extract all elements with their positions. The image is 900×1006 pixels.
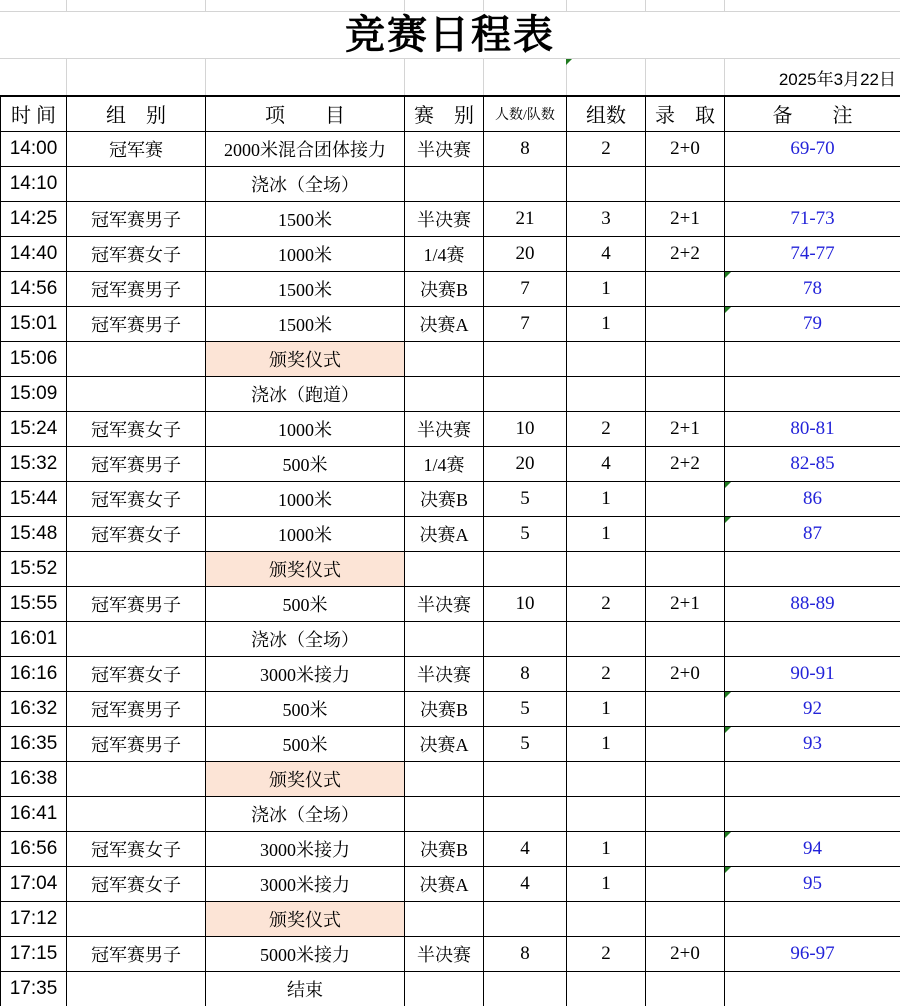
count-cell[interactable] — [484, 621, 567, 656]
note-value: 74-77 — [790, 242, 835, 264]
column-gridline — [645, 59, 646, 95]
groups-cell[interactable] — [567, 166, 646, 201]
schedule-row — [1, 796, 900, 831]
note-cell[interactable] — [725, 726, 900, 761]
groups-cell[interactable]: 2 — [567, 936, 646, 971]
error-triangle-icon — [725, 727, 731, 733]
qualify-cell[interactable]: 2+0 — [646, 936, 725, 971]
event-cell[interactable]: 1000米 — [206, 236, 405, 271]
time-cell[interactable]: 14:10 — [1, 166, 67, 201]
count-cell[interactable] — [484, 796, 567, 831]
note-cell[interactable] — [725, 201, 900, 236]
race-cell[interactable]: 半决赛 — [405, 411, 484, 446]
group-cell[interactable] — [67, 166, 206, 201]
schedule-row — [1, 936, 900, 971]
column-gridline — [724, 59, 725, 95]
qualify-cell[interactable]: 2+1 — [646, 586, 725, 621]
header-qualify[interactable]: 录 取 — [646, 96, 725, 131]
race-cell[interactable] — [405, 376, 484, 411]
qualify-cell[interactable] — [646, 166, 725, 201]
qualify-cell[interactable] — [646, 726, 725, 761]
time-cell[interactable]: 17:15 — [1, 936, 67, 971]
group-cell[interactable]: 冠军赛男子 — [67, 726, 206, 761]
qualify-cell[interactable] — [646, 376, 725, 411]
event-cell[interactable]: 颁奖仪式 — [206, 901, 405, 936]
time-cell[interactable]: 15:09 — [1, 376, 67, 411]
groups-cell[interactable]: 4 — [567, 236, 646, 271]
group-cell[interactable]: 冠军赛男子 — [67, 691, 206, 726]
schedule-row — [1, 761, 900, 796]
date-row — [0, 58, 900, 95]
event-cell[interactable]: 结束 — [206, 971, 405, 1006]
qualify-cell[interactable] — [646, 551, 725, 586]
note-value: 96-97 — [790, 942, 835, 964]
event-cell[interactable]: 3000米接力 — [206, 831, 405, 866]
note-cell[interactable] — [725, 516, 900, 551]
count-cell[interactable] — [484, 551, 567, 586]
schedule-row — [1, 901, 900, 936]
qualify-cell[interactable] — [646, 516, 725, 551]
error-triangle-icon — [725, 692, 731, 698]
time-cell[interactable]: 16:41 — [1, 796, 67, 831]
group-cell[interactable] — [67, 796, 206, 831]
qualify-cell[interactable] — [646, 306, 725, 341]
schedule-row — [1, 551, 900, 586]
schedule-row — [1, 831, 900, 866]
event-cell[interactable]: 500米 — [206, 446, 405, 481]
count-cell[interactable]: 8 — [484, 936, 567, 971]
group-cell[interactable] — [67, 901, 206, 936]
group-cell[interactable]: 冠军赛男子 — [67, 201, 206, 236]
race-cell[interactable]: 决赛B — [405, 271, 484, 306]
qualify-cell[interactable]: 2+1 — [646, 201, 725, 236]
groups-cell[interactable] — [567, 621, 646, 656]
group-cell[interactable]: 冠军赛女子 — [67, 831, 206, 866]
schedule-row — [1, 166, 900, 201]
event-cell[interactable]: 1000米 — [206, 481, 405, 516]
note-value: 88-89 — [790, 592, 835, 614]
count-cell[interactable]: 20 — [484, 236, 567, 271]
error-triangle-icon — [566, 59, 572, 65]
groups-cell[interactable]: 1 — [567, 306, 646, 341]
note-cell[interactable] — [725, 446, 900, 481]
schedule-row — [1, 516, 900, 551]
group-cell[interactable]: 冠军赛女子 — [67, 866, 206, 901]
time-cell[interactable]: 16:01 — [1, 621, 67, 656]
race-cell[interactable]: 决赛A — [405, 306, 484, 341]
note-cell[interactable] — [725, 971, 900, 1006]
event-cell[interactable]: 2000米混合团体接力 — [206, 131, 405, 166]
note-cell[interactable] — [725, 306, 900, 341]
qualify-cell[interactable] — [646, 691, 725, 726]
header-count[interactable]: 人数/队数 — [484, 96, 567, 131]
group-cell[interactable] — [67, 551, 206, 586]
group-cell[interactable] — [67, 621, 206, 656]
race-cell[interactable] — [405, 166, 484, 201]
schedule-row — [1, 306, 900, 341]
note-cell[interactable] — [725, 481, 900, 516]
event-cell[interactable]: 1000米 — [206, 516, 405, 551]
error-triangle-icon — [725, 482, 731, 488]
groups-cell[interactable]: 2 — [567, 411, 646, 446]
schedule-row — [1, 271, 900, 306]
header-note[interactable]: 备 注 — [725, 96, 900, 131]
time-cell[interactable]: 17:12 — [1, 901, 67, 936]
count-cell[interactable]: 20 — [484, 446, 567, 481]
note-cell[interactable] — [725, 166, 900, 201]
group-cell[interactable]: 冠军赛男子 — [67, 446, 206, 481]
count-cell[interactable]: 7 — [484, 306, 567, 341]
schedule-row — [1, 656, 900, 691]
error-triangle-icon — [725, 307, 731, 313]
groups-cell[interactable]: 1 — [567, 481, 646, 516]
race-cell[interactable]: 决赛A — [405, 516, 484, 551]
schedule-row — [1, 131, 900, 166]
count-cell[interactable]: 21 — [484, 201, 567, 236]
race-cell[interactable] — [405, 901, 484, 936]
group-cell[interactable]: 冠军赛男子 — [67, 306, 206, 341]
group-cell[interactable] — [67, 761, 206, 796]
note-cell[interactable] — [725, 936, 900, 971]
header-groups[interactable]: 组数 — [567, 96, 646, 131]
event-cell[interactable]: 颁奖仪式 — [206, 551, 405, 586]
count-cell[interactable]: 4 — [484, 866, 567, 901]
event-cell[interactable]: 500米 — [206, 691, 405, 726]
count-cell[interactable]: 8 — [484, 656, 567, 691]
note-cell[interactable] — [725, 691, 900, 726]
group-cell[interactable]: 冠军赛女子 — [67, 516, 206, 551]
qualify-cell[interactable] — [646, 341, 725, 376]
group-cell[interactable]: 冠军赛女子 — [67, 481, 206, 516]
note-cell[interactable] — [725, 271, 900, 306]
note-value: 78 — [803, 277, 822, 299]
time-cell[interactable]: 16:38 — [1, 761, 67, 796]
column-gridline — [483, 59, 484, 95]
schedule-row — [1, 866, 900, 901]
note-cell[interactable] — [725, 236, 900, 271]
race-cell[interactable]: 半决赛 — [405, 656, 484, 691]
qualify-cell[interactable] — [646, 481, 725, 516]
groups-cell[interactable]: 3 — [567, 201, 646, 236]
event-cell[interactable]: 1500米 — [206, 271, 405, 306]
group-cell[interactable] — [67, 341, 206, 376]
time-cell[interactable]: 15:32 — [1, 446, 67, 481]
count-cell[interactable] — [484, 341, 567, 376]
time-cell[interactable]: 15:52 — [1, 551, 67, 586]
event-cell[interactable]: 1500米 — [206, 201, 405, 236]
qualify-cell[interactable] — [646, 971, 725, 1006]
event-cell[interactable]: 3000米接力 — [206, 656, 405, 691]
race-cell[interactable]: 决赛B — [405, 831, 484, 866]
group-cell[interactable] — [67, 971, 206, 1006]
qualify-cell[interactable] — [646, 621, 725, 656]
groups-cell[interactable]: 2 — [567, 656, 646, 691]
note-value: 93 — [803, 732, 822, 754]
count-cell[interactable]: 5 — [484, 691, 567, 726]
qualify-cell[interactable] — [646, 831, 725, 866]
header-group[interactable]: 组 别 — [67, 96, 206, 131]
note-cell[interactable] — [725, 901, 900, 936]
schedule-row — [1, 411, 900, 446]
time-cell[interactable]: 15:24 — [1, 411, 67, 446]
page-title: 竞赛日程表 — [345, 13, 555, 57]
column-gridline — [566, 0, 567, 11]
time-cell[interactable]: 14:40 — [1, 236, 67, 271]
time-cell[interactable]: 15:01 — [1, 306, 67, 341]
note-cell[interactable] — [725, 341, 900, 376]
note-cell[interactable] — [725, 656, 900, 691]
qualify-cell[interactable]: 2+2 — [646, 236, 725, 271]
time-cell[interactable]: 16:56 — [1, 831, 67, 866]
qualify-cell[interactable]: 2+1 — [646, 411, 725, 446]
note-cell[interactable] — [725, 866, 900, 901]
note-value: 94 — [803, 837, 822, 859]
time-cell[interactable]: 16:16 — [1, 656, 67, 691]
qualify-cell[interactable]: 2+0 — [646, 656, 725, 691]
time-cell[interactable]: 15:48 — [1, 516, 67, 551]
race-cell[interactable] — [405, 621, 484, 656]
column-gridline — [724, 0, 725, 11]
column-gridline — [404, 0, 405, 11]
note-value: 71-73 — [790, 207, 835, 229]
qualify-cell[interactable] — [646, 796, 725, 831]
race-cell[interactable] — [405, 551, 484, 586]
note-value: 80-81 — [790, 417, 835, 439]
groups-cell[interactable]: 2 — [567, 131, 646, 166]
note-value: 69-70 — [790, 137, 835, 159]
event-cell[interactable]: 颁奖仪式 — [206, 761, 405, 796]
column-gridline — [483, 0, 484, 11]
time-cell[interactable]: 17:35 — [1, 971, 67, 1006]
event-cell[interactable]: 浇冰（全场） — [206, 796, 405, 831]
count-cell[interactable]: 5 — [484, 481, 567, 516]
note-cell[interactable] — [725, 551, 900, 586]
race-cell[interactable]: 半决赛 — [405, 586, 484, 621]
group-cell[interactable]: 冠军赛女子 — [67, 656, 206, 691]
race-cell[interactable] — [405, 761, 484, 796]
race-cell[interactable] — [405, 341, 484, 376]
groups-cell[interactable]: 4 — [567, 446, 646, 481]
note-cell[interactable] — [725, 796, 900, 831]
schedule-row — [1, 341, 900, 376]
count-cell[interactable]: 5 — [484, 516, 567, 551]
header-row — [1, 96, 900, 131]
event-cell[interactable]: 浇冰（全场） — [206, 621, 405, 656]
schedule-row — [1, 201, 900, 236]
note-cell[interactable] — [725, 586, 900, 621]
schedule-row — [1, 446, 900, 481]
header-race[interactable]: 赛 别 — [405, 96, 484, 131]
event-cell[interactable]: 5000米接力 — [206, 936, 405, 971]
note-value: 90-91 — [790, 662, 835, 684]
schedule-row — [1, 971, 900, 1006]
group-cell[interactable]: 冠军赛男子 — [67, 271, 206, 306]
event-cell[interactable]: 3000米接力 — [206, 866, 405, 901]
column-gridline — [645, 0, 646, 11]
groups-cell[interactable]: 1 — [567, 866, 646, 901]
time-cell[interactable]: 16:32 — [1, 691, 67, 726]
time-cell[interactable]: 15:44 — [1, 481, 67, 516]
count-cell[interactable] — [484, 376, 567, 411]
time-cell[interactable]: 16:35 — [1, 726, 67, 761]
race-cell[interactable]: 半决赛 — [405, 201, 484, 236]
note-value: 92 — [803, 697, 822, 719]
count-cell[interactable]: 10 — [484, 411, 567, 446]
error-triangle-icon — [725, 832, 731, 838]
time-cell[interactable]: 17:04 — [1, 866, 67, 901]
race-cell[interactable]: 1/4赛 — [405, 446, 484, 481]
groups-cell[interactable]: 1 — [567, 271, 646, 306]
count-cell[interactable]: 10 — [484, 586, 567, 621]
note-cell[interactable] — [725, 131, 900, 166]
column-gridline — [66, 0, 67, 11]
count-cell[interactable]: 8 — [484, 131, 567, 166]
top-gridline-strip — [0, 0, 900, 12]
schedule-body — [1, 131, 900, 1006]
error-triangle-icon — [725, 272, 731, 278]
schedule-row — [1, 481, 900, 516]
count-cell[interactable]: 4 — [484, 831, 567, 866]
race-cell[interactable] — [405, 971, 484, 1006]
schedule-row — [1, 586, 900, 621]
groups-cell[interactable]: 1 — [567, 691, 646, 726]
note-value: 79 — [803, 312, 822, 334]
qualify-cell[interactable]: 2+0 — [646, 131, 725, 166]
header-event[interactable]: 项 目 — [206, 96, 405, 131]
column-gridline — [205, 59, 206, 95]
event-cell[interactable]: 浇冰（跑道） — [206, 376, 405, 411]
count-cell[interactable] — [484, 761, 567, 796]
count-cell[interactable]: 5 — [484, 726, 567, 761]
race-cell[interactable] — [405, 796, 484, 831]
groups-cell[interactable] — [567, 341, 646, 376]
schedule-table — [0, 95, 900, 1006]
event-cell[interactable]: 颁奖仪式 — [206, 341, 405, 376]
time-cell[interactable]: 15:06 — [1, 341, 67, 376]
time-cell[interactable]: 14:56 — [1, 271, 67, 306]
count-cell[interactable] — [484, 901, 567, 936]
group-cell[interactable]: 冠军赛男子 — [67, 586, 206, 621]
groups-cell[interactable] — [567, 971, 646, 1006]
note-cell[interactable] — [725, 761, 900, 796]
race-cell[interactable]: 决赛A — [405, 726, 484, 761]
groups-cell[interactable] — [567, 551, 646, 586]
schedule-row — [1, 726, 900, 761]
event-cell[interactable]: 1000米 — [206, 411, 405, 446]
groups-cell[interactable]: 2 — [567, 586, 646, 621]
qualify-cell[interactable] — [646, 866, 725, 901]
event-cell[interactable]: 1500米 — [206, 306, 405, 341]
error-triangle-icon — [725, 517, 731, 523]
schedule-row — [1, 236, 900, 271]
qualify-cell[interactable] — [646, 901, 725, 936]
event-cell[interactable]: 500米 — [206, 586, 405, 621]
note-value: 95 — [803, 872, 822, 894]
race-cell[interactable]: 决赛B — [405, 481, 484, 516]
event-cell[interactable]: 500米 — [206, 726, 405, 761]
group-cell[interactable]: 冠军赛 — [67, 131, 206, 166]
groups-cell[interactable] — [567, 376, 646, 411]
column-gridline — [205, 0, 206, 11]
groups-cell[interactable]: 1 — [567, 726, 646, 761]
schedule-row — [1, 691, 900, 726]
event-cell[interactable]: 浇冰（全场） — [206, 166, 405, 201]
count-cell[interactable]: 7 — [484, 271, 567, 306]
group-cell[interactable] — [67, 376, 206, 411]
groups-cell[interactable]: 1 — [567, 516, 646, 551]
groups-cell[interactable] — [567, 901, 646, 936]
race-cell[interactable]: 半决赛 — [405, 936, 484, 971]
schedule-row — [1, 376, 900, 411]
groups-cell[interactable] — [567, 761, 646, 796]
count-cell[interactable] — [484, 166, 567, 201]
race-cell[interactable]: 1/4赛 — [405, 236, 484, 271]
groups-cell[interactable]: 1 — [567, 831, 646, 866]
column-gridline — [66, 59, 67, 95]
schedule-row — [1, 621, 900, 656]
time-cell[interactable]: 14:00 — [1, 131, 67, 166]
note-cell[interactable] — [725, 831, 900, 866]
qualify-cell[interactable] — [646, 761, 725, 796]
note-value: 87 — [803, 522, 822, 544]
count-cell[interactable] — [484, 971, 567, 1006]
note-cell[interactable] — [725, 376, 900, 411]
note-cell[interactable] — [725, 621, 900, 656]
schedule-date: 2025年3月22日 — [778, 69, 896, 89]
race-cell[interactable]: 决赛B — [405, 691, 484, 726]
note-cell[interactable] — [725, 411, 900, 446]
note-value: 82-85 — [790, 452, 835, 474]
group-cell[interactable]: 冠军赛女子 — [67, 411, 206, 446]
header-time[interactable]: 时 间 — [1, 96, 67, 131]
qualify-cell[interactable] — [646, 271, 725, 306]
group-cell[interactable]: 冠军赛男子 — [67, 936, 206, 971]
qualify-cell[interactable]: 2+2 — [646, 446, 725, 481]
time-cell[interactable]: 14:25 — [1, 201, 67, 236]
race-cell[interactable]: 决赛A — [405, 866, 484, 901]
time-cell[interactable]: 15:55 — [1, 586, 67, 621]
groups-cell[interactable] — [567, 796, 646, 831]
group-cell[interactable]: 冠军赛女子 — [67, 236, 206, 271]
race-cell[interactable]: 半决赛 — [405, 131, 484, 166]
error-triangle-icon — [725, 867, 731, 873]
column-gridline — [404, 59, 405, 95]
note-value: 86 — [803, 487, 822, 509]
